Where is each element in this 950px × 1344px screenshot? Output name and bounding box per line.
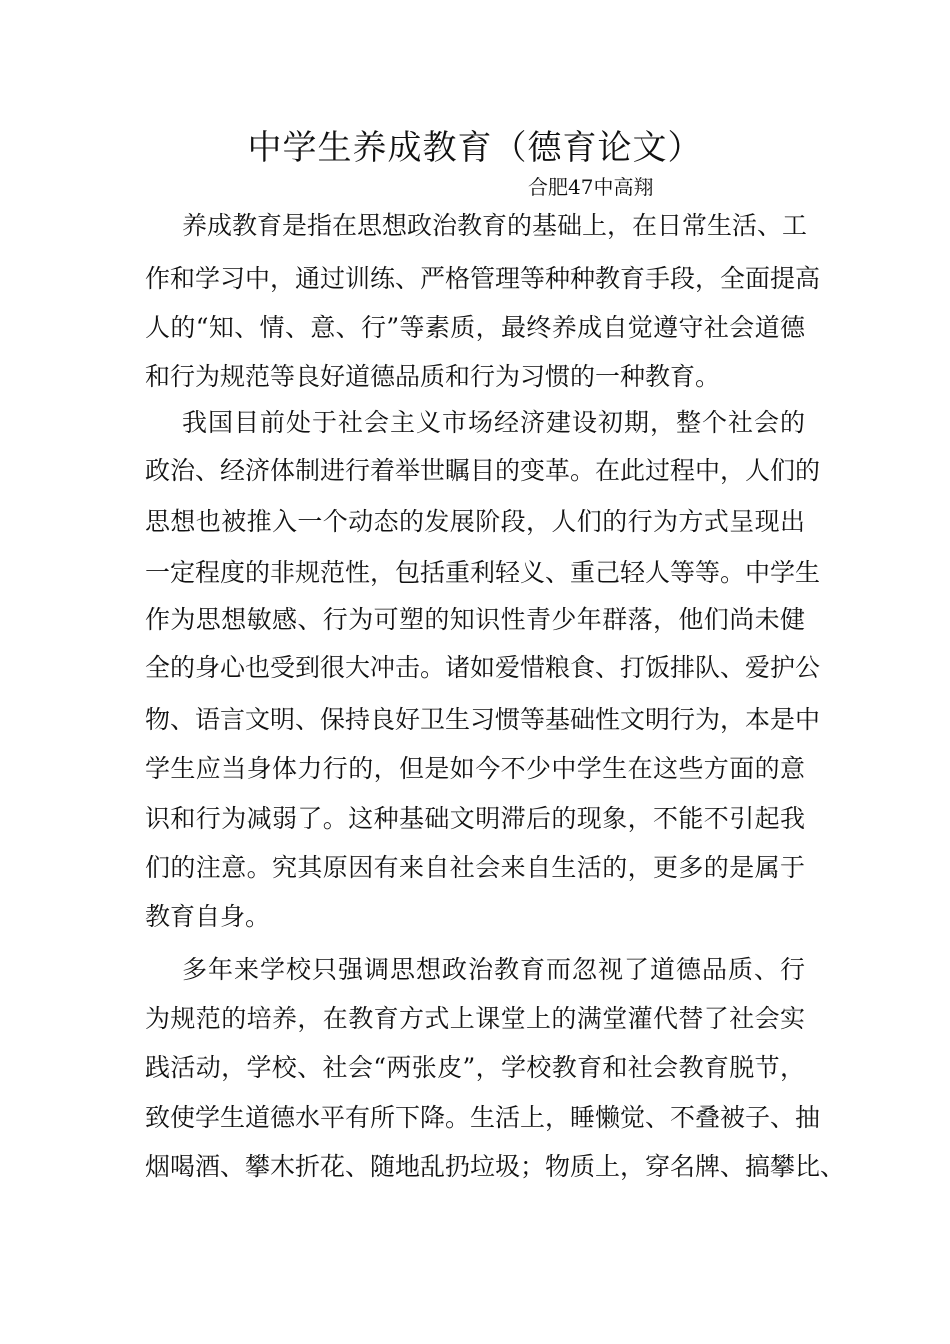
paragraph-1-line: 作和学习中，通过训练、严格管理等种种教育手段，全面提高: [145, 264, 821, 293]
paragraph-3-line: 践活动，学校、社会“两张皮”，学校教育和社会教育脱节，: [145, 1053, 805, 1082]
paragraph-3-line: 多年来学校只强调思想政治教育而忽视了道德品质、行: [182, 955, 805, 984]
paragraph-3-line: 致使学生道德水平有所下降。生活上，睡懒觉、不叠被子、抽: [145, 1103, 821, 1132]
paragraph-1-line: 人的“知、情、意、行”等素质，最终养成自觉遵守社会道德: [145, 313, 805, 342]
paragraph-3-line: 为规范的培养，在教育方式上课堂上的满堂灌代替了社会实: [145, 1004, 805, 1033]
document-title: 中学生养成教育（德育论文）: [247, 128, 703, 168]
paragraph-2-line: 们的注意。究其原因有来自社会来自生活的，更多的是属于: [145, 853, 805, 882]
paragraph-2-line: 一定程度的非规范性，包括重利轻义、重己轻人等等。中学生: [145, 558, 821, 587]
paragraph-3-line: 烟喝酒、攀木折花、随地乱扔垃圾；物质上，穿名牌、搞攀比、: [145, 1152, 846, 1181]
paragraph-2-line: 思想也被推入一个动态的发展阶段，人们的行为方式呈现出: [145, 507, 805, 536]
paragraph-2-line: 我国目前处于社会主义市场经济建设初期，整个社会的: [182, 408, 805, 437]
paragraph-2-line: 全的身心也受到很大冲击。诸如爱惜粮食、打饭排队、爱护公: [145, 653, 821, 682]
paragraph-2-line: 学生应当身体力行的，但是如今不少中学生在这些方面的意: [145, 754, 805, 783]
paragraph-2-line: 识和行为减弱了。这种基础文明滞后的现象，不能不引起我: [145, 804, 805, 833]
paragraph-2-line: 作为思想敏感、行为可塑的知识性青少年群落，他们尚未健: [145, 605, 805, 634]
paragraph-2-line: 教育自身。: [145, 902, 271, 931]
document-author: 合肥47中高翔: [528, 175, 654, 199]
paragraph-2-line: 物、语言文明、保持良好卫生习惯等基础性文明行为，本是中: [145, 705, 821, 734]
paragraph-2-line: 政治、经济体制进行着举世瞩目的变革。在此过程中，人们的: [145, 456, 821, 485]
paragraph-1-line: 养成教育是指在思想政治教育的基础上，在日常生活、工: [182, 211, 808, 240]
paragraph-1-line: 和行为规范等良好道德品质和行为习惯的一种教育。: [145, 362, 721, 391]
